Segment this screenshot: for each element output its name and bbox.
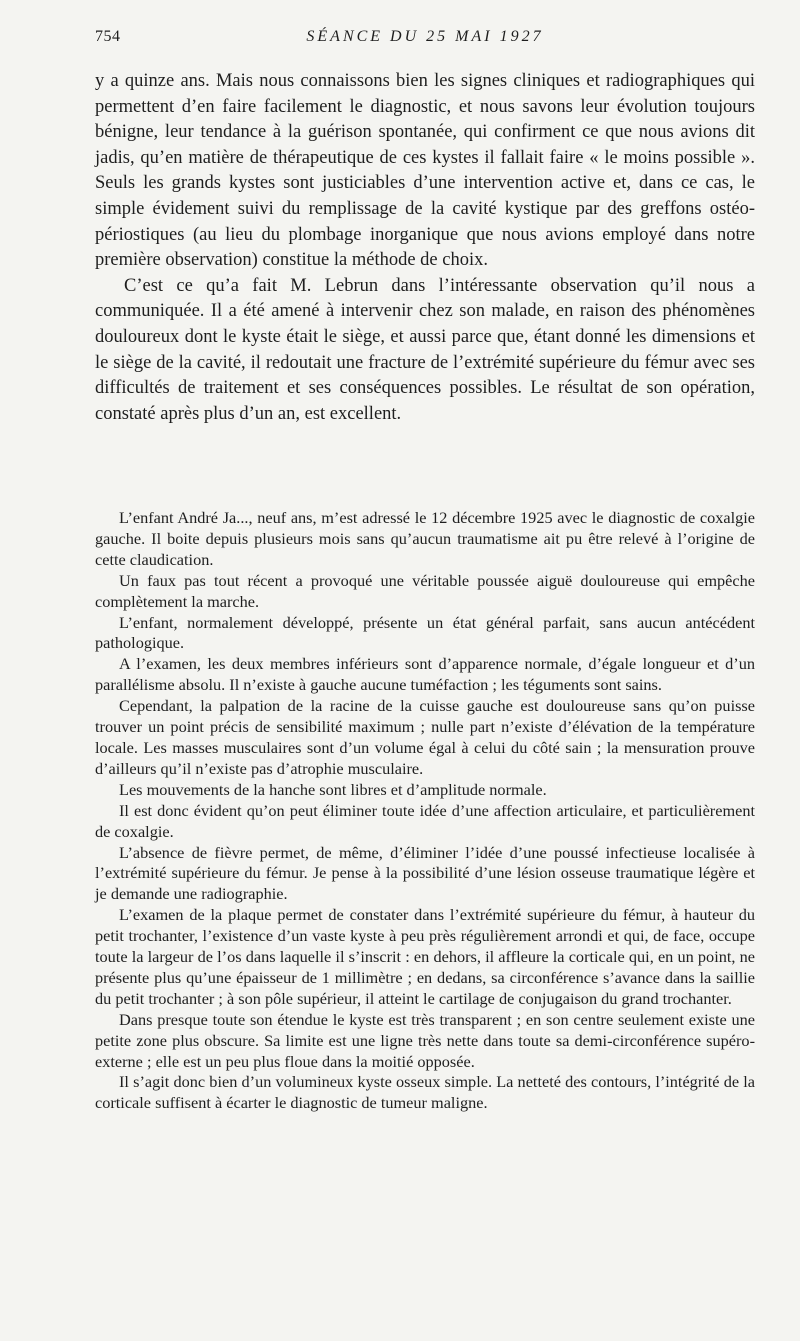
case-observation [95,508,755,1114]
case-paragraph: L’absence de fièvre permet, de même, d’éliminer l’idée d’une poussé infectieuse localisée à l’extrémité supérieure du fémur. Je pense à la possibilité d’une lésion osseuse traumatique légère et je demande une radiographie. [95,842,755,904]
case-paragraph: L’enfant, normalement développé, présente un état général parfait, sans aucun antécédent pathologique. [95,612,755,653]
case-paragraph: L’examen de la plaque permet de constater dans l’extrémité supérieure du fémur, à hauteur du petit trochanter, l’existence d’un vaste kyste à peu près régulièrement arrondi et qui, de face, occupe toute la largeur de l’os dans laquelle il s’inscrit : en dehors, il affleure la corticale qui, en un point, ne présente plus qu’une épaisseur de 1 millimètre ; en dedans, sa circonférence s’avance dans la saillie du petit trochanter ; à son pôle supérieur, il atteint le cartilage de conjugaison du grand trochanter. [95,905,755,1008]
paragraph: C’est ce qu’a fait M. Lebrun dans l’intéressante observation qu’il nous a communiquée. Il a été amené à intervenir chez son malade, en raison des phénomènes douloureux dont le kyste était le siège, et aussi parce que, étant donné les dimensions et le siège de la cavité, il redoutait une fracture de l’extrémité supérieure du fémur avec ses difficultés de traitement et ses conséquences possibles. Le résultat de son opération, constaté après plus d’un an, est excellent. [95,275,755,424]
case-paragraph: Il s’agit donc bien d’un volumineux kyste osseux simple. La netteté des contours, l’intégrité de la corticale suffisent à écarter le diagnostic de tumeur maligne. [95,1072,755,1113]
case-paragraph: Cependant, la palpation de la racine de la cuisse gauche est douloureuse sans qu’on puisse trouver un point précis de sensibilité maximum ; nulle part n’existe d’élévation de la température locale. Les masses musculaires sont d’un volume égal à celui du côté sain ; la mensuration prouve d’ailleurs qu’il n’existe pas d’atrophie musculaire. [95,696,755,778]
page-number: 754 [95,28,121,45]
case-paragraph: L’enfant André Ja..., neuf ans, m’est adressé le 12 décembre 1925 avec le diagnostic de coxalgie gauche. Il boite depuis plusieurs mois sans qu’aucun traumatisme ait pu être relevé à l’origine de cette claudication. [95,508,755,569]
case-paragraph: Les mouvements de la hanche sont libres et d’amplitude normale. [119,779,547,799]
case-paragraph: Dans presque toute son étendue le kyste est très transparent ; en son centre seulement existe une petite zone plus obscure. Sa limite est une ligne très nette dans toute sa demi-circonférence supéro-externe ; elle est un peu plus floue dans la moitié opposée. [95,1009,755,1071]
case-paragraph: Il est donc évident qu’on peut éliminer toute idée d’une affection articulaire, et particulièrement de coxalgie. [95,800,755,841]
main-text [95,69,755,427]
case-paragraph: Un faux pas tout récent a provoqué une véritable poussée aiguë douloureuse qui empêche complètement la marche. [95,570,755,611]
running-head [95,28,755,52]
case-paragraph: A l’examen, les deux membres inférieurs sont d’apparence normale, d’égale longueur et d’un parallélisme absolu. Il n’existe à gauche aucune tuméfaction ; les téguments sont sains. [95,654,755,695]
session-title: SÉANCE DU 25 MAI 1927 [306,28,544,45]
paragraph: y a quinze ans. Mais nous connaissons bien les signes cliniques et radiographiques qui permettent d’en faire facilement le diagnostic, et nous savons leur évolution toujours bénigne, leur tendance à la guérison spontanée, qui confirment ce que nous avions dit jadis, qu’en matière de thérapeutique de ces kystes il fallait faire « le moins possible ». Seuls les grands kystes sont justiciables d’une intervention active et, dans ce cas, le simple évidement suivi du remplissage de la cavité kystique par des greffons ostéo-périostiques (au lieu du plombage inorganique que nous avions employé dans notre première observation) constitue la méthode de choix. [95,71,755,271]
